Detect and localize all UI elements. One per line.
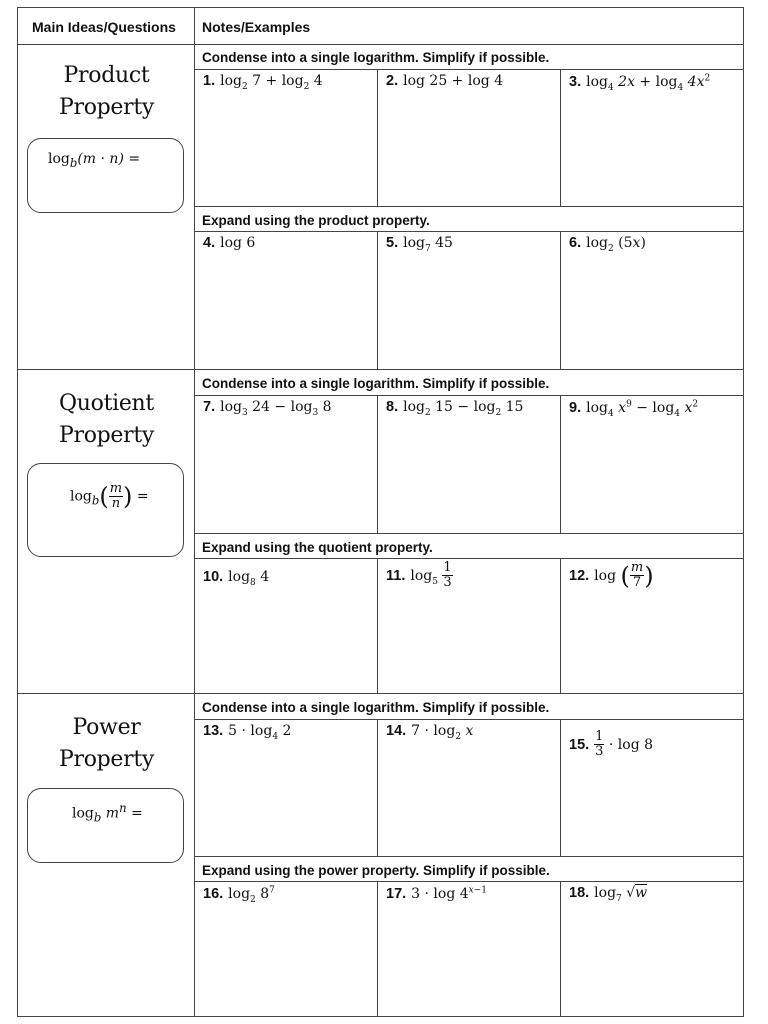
problem-cell [561, 396, 743, 533]
problem-expression: $\log_8 4$ [228, 569, 270, 588]
problem-number: 4. [203, 235, 216, 251]
problem-expression: log ( $\frac{m}{7}$ ) [594, 560, 654, 590]
problem-number: 16. [203, 885, 224, 902]
problem-expression: log 25 + log 4 [403, 73, 504, 89]
problem-number: 10. [203, 569, 224, 585]
main-idea-cell [18, 370, 195, 693]
problem-row [195, 559, 743, 694]
section-title-line2: Property [58, 423, 155, 448]
section-title-line1: Power [72, 715, 141, 740]
formula-box [27, 138, 184, 213]
problem-expression: $\log_3 24 - \log_3 8$ [220, 399, 332, 418]
notes-worksheet [17, 7, 744, 1017]
section-power-property [18, 693, 743, 1016]
formula-box [27, 463, 184, 557]
problem-expression: $\frac{1}{3}$ · log 8 [595, 729, 654, 759]
problem-row [195, 720, 743, 856]
formula-box [27, 788, 184, 863]
header-notes-examples: Notes/Examples [202, 19, 311, 35]
problem-expression: $\log_2 15 - \log_2 15$ [403, 399, 524, 418]
problem-cell [378, 232, 561, 369]
problem-number: 15. [569, 736, 590, 753]
problem-expression: $7 \cdot \log_2 x$ [411, 723, 474, 742]
problem-expression: $\log_2 7 + \log_2 4$ [220, 73, 323, 92]
problem-cell [378, 720, 561, 856]
problem-row [195, 396, 743, 533]
problem-cell [561, 720, 743, 856]
problem-cell [195, 70, 378, 206]
problem-number: 14. [386, 723, 407, 739]
instruction-text: Condense into a single logarithm. Simplify if possible. [195, 44, 743, 70]
instruction-text: Expand using the quotient property. [195, 533, 743, 559]
problem-expression: $3 \cdot \log 4^{x-1}$ [411, 885, 488, 902]
problem-cell [378, 559, 561, 694]
instruction-text: Expand using the power property. Simplify if possible. [195, 856, 743, 882]
problem-cell [195, 882, 378, 1017]
main-idea-cell [18, 694, 195, 1016]
problem-row [195, 882, 743, 1017]
problem-number: 18. [569, 885, 590, 901]
header-main-ideas: Main Ideas/Questions [18, 8, 195, 44]
problem-number: 7. [203, 399, 216, 415]
problem-expression: $\log_7 √w$ [594, 885, 648, 904]
section-product-property [18, 44, 743, 369]
problem-cell [378, 882, 561, 1017]
problem-expression: $\log_2 8^7$ [228, 885, 275, 905]
problem-row [195, 232, 743, 369]
problem-cell [561, 559, 743, 694]
main-idea-cell [18, 44, 195, 369]
problem-cell [378, 396, 561, 533]
section-title-line1: Product [63, 63, 150, 88]
problem-cell [195, 396, 378, 533]
problem-number: 1. [203, 73, 216, 89]
problem-expression: $5 \cdot \log_4 2$ [228, 723, 292, 742]
problem-number: 8. [386, 399, 399, 415]
problem-cell [561, 232, 743, 369]
problem-expression: $\log_4 x^9 - \log_4 x^2$ [586, 399, 699, 419]
problem-cell [195, 720, 378, 856]
formula-text: $\log_b$( $\frac{m}{n}$ ) = [70, 481, 149, 511]
problem-row [195, 70, 743, 206]
instruction-text: Condense into a single logarithm. Simplify if possible. [195, 694, 743, 720]
problem-number: 12. [569, 567, 590, 584]
problem-expression: $\log_5$ $\frac{1}{3}$ [410, 560, 452, 590]
problem-cell [195, 232, 378, 369]
problem-number: 17. [386, 885, 407, 902]
problem-cell [561, 70, 743, 206]
formula-text: $\log_b m^n$ = [72, 801, 143, 825]
problem-number: 9. [569, 399, 582, 416]
table-header [18, 8, 743, 45]
problem-number: 11. [386, 567, 406, 584]
problem-cell [561, 882, 743, 1017]
formula-text: $\log_b(m \cdot n)$ = [48, 151, 141, 170]
problem-number: 3. [569, 73, 582, 90]
section-title-line1: Quotient [59, 391, 154, 416]
instruction-text: Expand using the product property. [195, 206, 743, 232]
section-title-line2: Property [58, 747, 155, 772]
section-title-line2: Property [58, 95, 155, 120]
problem-cell [378, 70, 561, 206]
problem-number: 13. [203, 723, 224, 739]
problem-cell [195, 559, 378, 694]
problem-number: 5. [386, 235, 399, 251]
problem-number: 6. [569, 235, 582, 251]
problem-expression: $\log_2 (5x)$ [586, 235, 646, 254]
problem-expression: log 6 [220, 235, 256, 251]
section-quotient-property [18, 369, 743, 693]
problem-expression: $\log_7 45$ [403, 235, 453, 254]
instruction-text: Condense into a single logarithm. Simplify if possible. [195, 370, 743, 396]
problem-expression: $\log_4 2x + \log_4 4x^2$ [586, 73, 711, 93]
problem-number: 2. [386, 73, 399, 89]
